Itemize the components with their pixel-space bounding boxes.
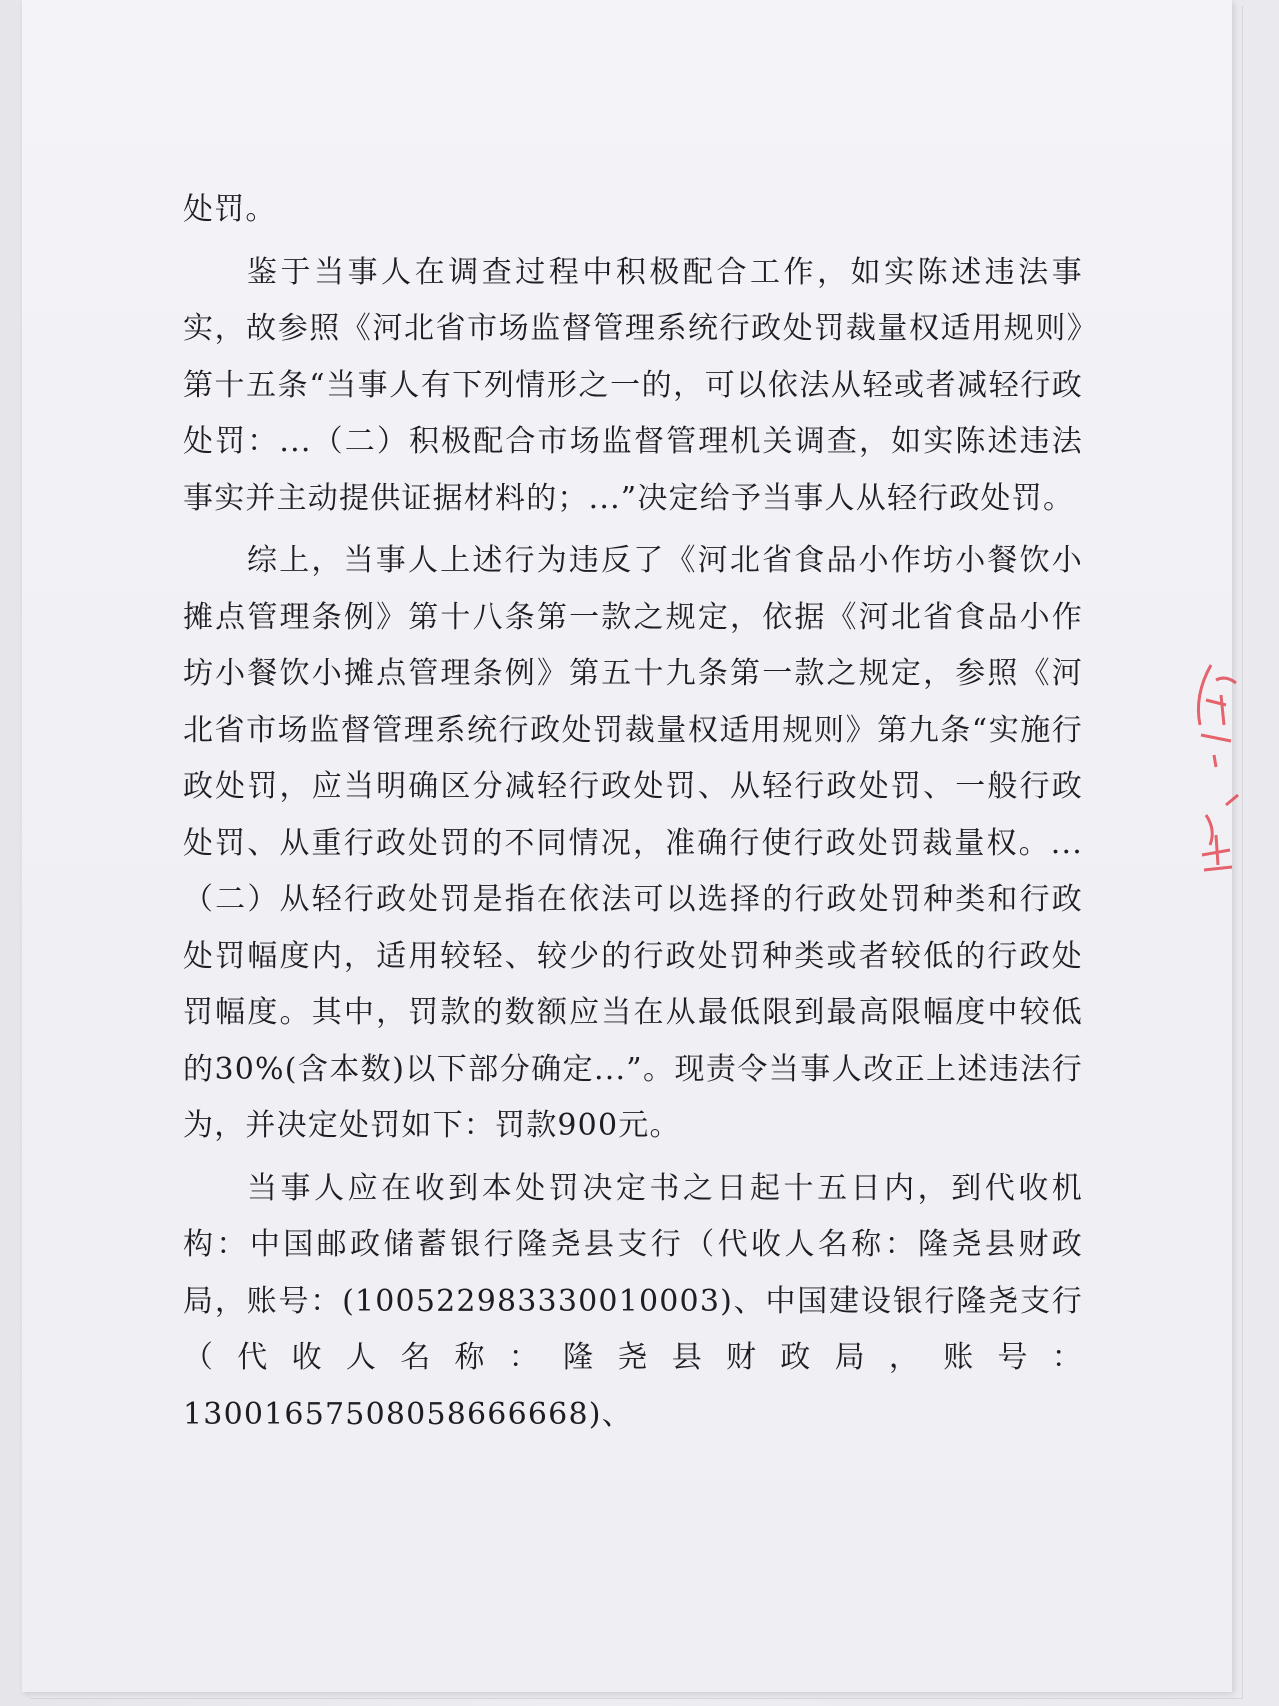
paragraph-decision: 综上，当事人上述行为违反了《河北省食品小作坊小餐饮小摊点管理条例》第十八条第一款之规定，依据《河北省食品小作坊小餐饮小摊点管理条例》第五十九条第一款之规定，参照《河北省市场监督管理系统行政处罚裁量权适用规则》第九条“实施行政处罚，应当明确区分减轻行政处罚、从轻行政处罚、一般行政处罚、从重行政处罚的不同情况，准确行使行政处罚裁量权。...（二）从轻行政处罚是指在依法可以选择的行政处罚种类和行政处罚幅度内，适用较轻、较少的行政处罚种类或者较低的行政处罚幅度。其中，罚款的数额应当在从最低限到最高限幅度中较低的30%(含本数)以下部分确定...”。现责令当事人改正上述违法行为，并决定处罚如下：罚款900元。 [183,543,1083,1143]
paragraph-mitigation: 鉴于当事人在调查过程中积极配合工作，如实陈述违法事实，故参照《河北省市场监督管理系统行政处罚裁量权适用规则》第十五条“当事人有下列情形之一的，可以依法从轻或者减轻行政处罚：...（二）积极配合市场监督管理机关调查，如实陈述违法事实并主动提供证据材料的；...”决定给予当事人从轻行政处罚。 [183,254,1083,516]
paragraph-continuation: 处罚。 [183,192,277,227]
paragraph-payment: 当事人应在收到本处罚决定书之日起十五日内，到代收机构：中国邮政储蓄银行隆尧县支行（代收人名称：隆尧县财政局，账号：(100522983330010003)、中国建设银行隆尧支行（代收人名称：隆尧县财政局，账号：13001657508058666668)、 [183,1170,1083,1432]
document-body [183,182,1083,1449]
